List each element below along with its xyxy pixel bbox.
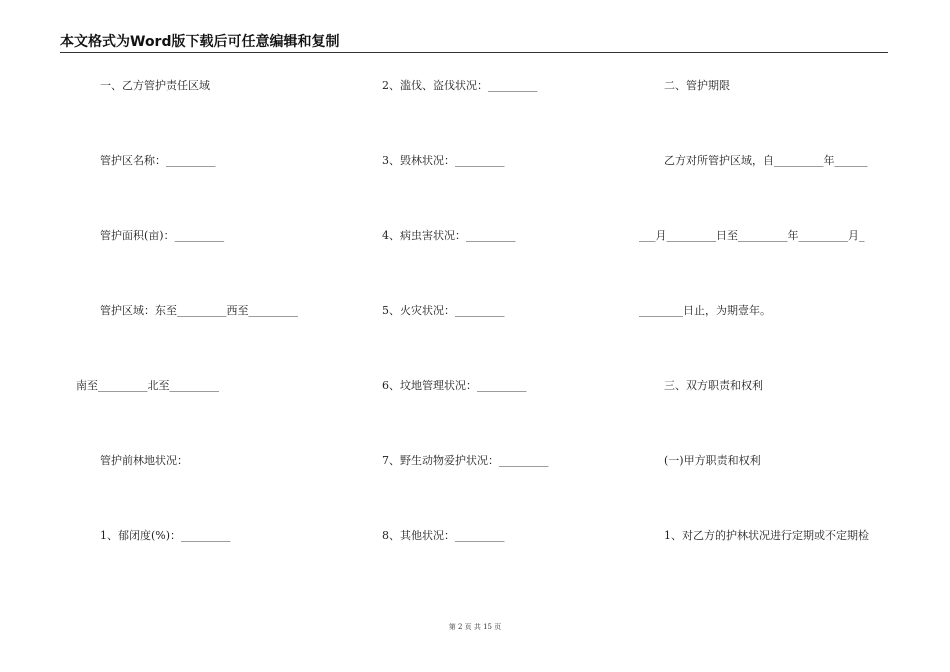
right-line-4: ________日止，为期壹年。 xyxy=(639,304,771,317)
right-line-6: (一)甲方职责和权利 xyxy=(664,454,761,467)
left-line-5: 南至_________北至_________ xyxy=(76,379,219,392)
page-header xyxy=(60,34,888,53)
middle-line-1: 2、滥伐、盗伐状况：_________ xyxy=(382,79,538,92)
right-line-3: ___月_________日至_________年_________月_ xyxy=(639,229,865,242)
left-line-1: 一、乙方管护责任区域 xyxy=(100,79,210,92)
header-title: 本文格式为Word版下载后可任意编辑和复制 xyxy=(60,34,340,50)
left-line-6: 管护前林地状况： xyxy=(100,454,188,467)
left-line-2: 管护区名称：_________ xyxy=(100,154,216,167)
right-line-2: 乙方对所管护区域，自_________年______ xyxy=(664,154,868,167)
middle-line-2: 3、毁林状况：_________ xyxy=(382,154,505,167)
middle-line-4: 5、火灾状况：_________ xyxy=(382,304,505,317)
middle-line-5: 6、坟地管理状况：_________ xyxy=(382,379,527,392)
middle-line-7: 8、其他状况：_________ xyxy=(382,529,505,542)
right-line-1: 二、管护期限 xyxy=(664,79,730,92)
middle-line-3: 4、病虫害状况：_________ xyxy=(382,229,516,242)
left-line-3: 管护面积(亩)：_________ xyxy=(100,229,225,242)
right-line-5: 三、双方职责和权利 xyxy=(664,379,763,392)
right-line-7: 1、对乙方的护林状况进行定期或不定期检 xyxy=(664,529,869,542)
left-line-4: 管护区域：东至_________西至_________ xyxy=(100,304,298,317)
middle-line-6: 7、野生动物爱护状况：_________ xyxy=(382,454,549,467)
left-line-7: 1、郁闭度(%)：_________ xyxy=(100,529,231,542)
page-number: 第 2 页 共 15 页 xyxy=(448,623,502,631)
